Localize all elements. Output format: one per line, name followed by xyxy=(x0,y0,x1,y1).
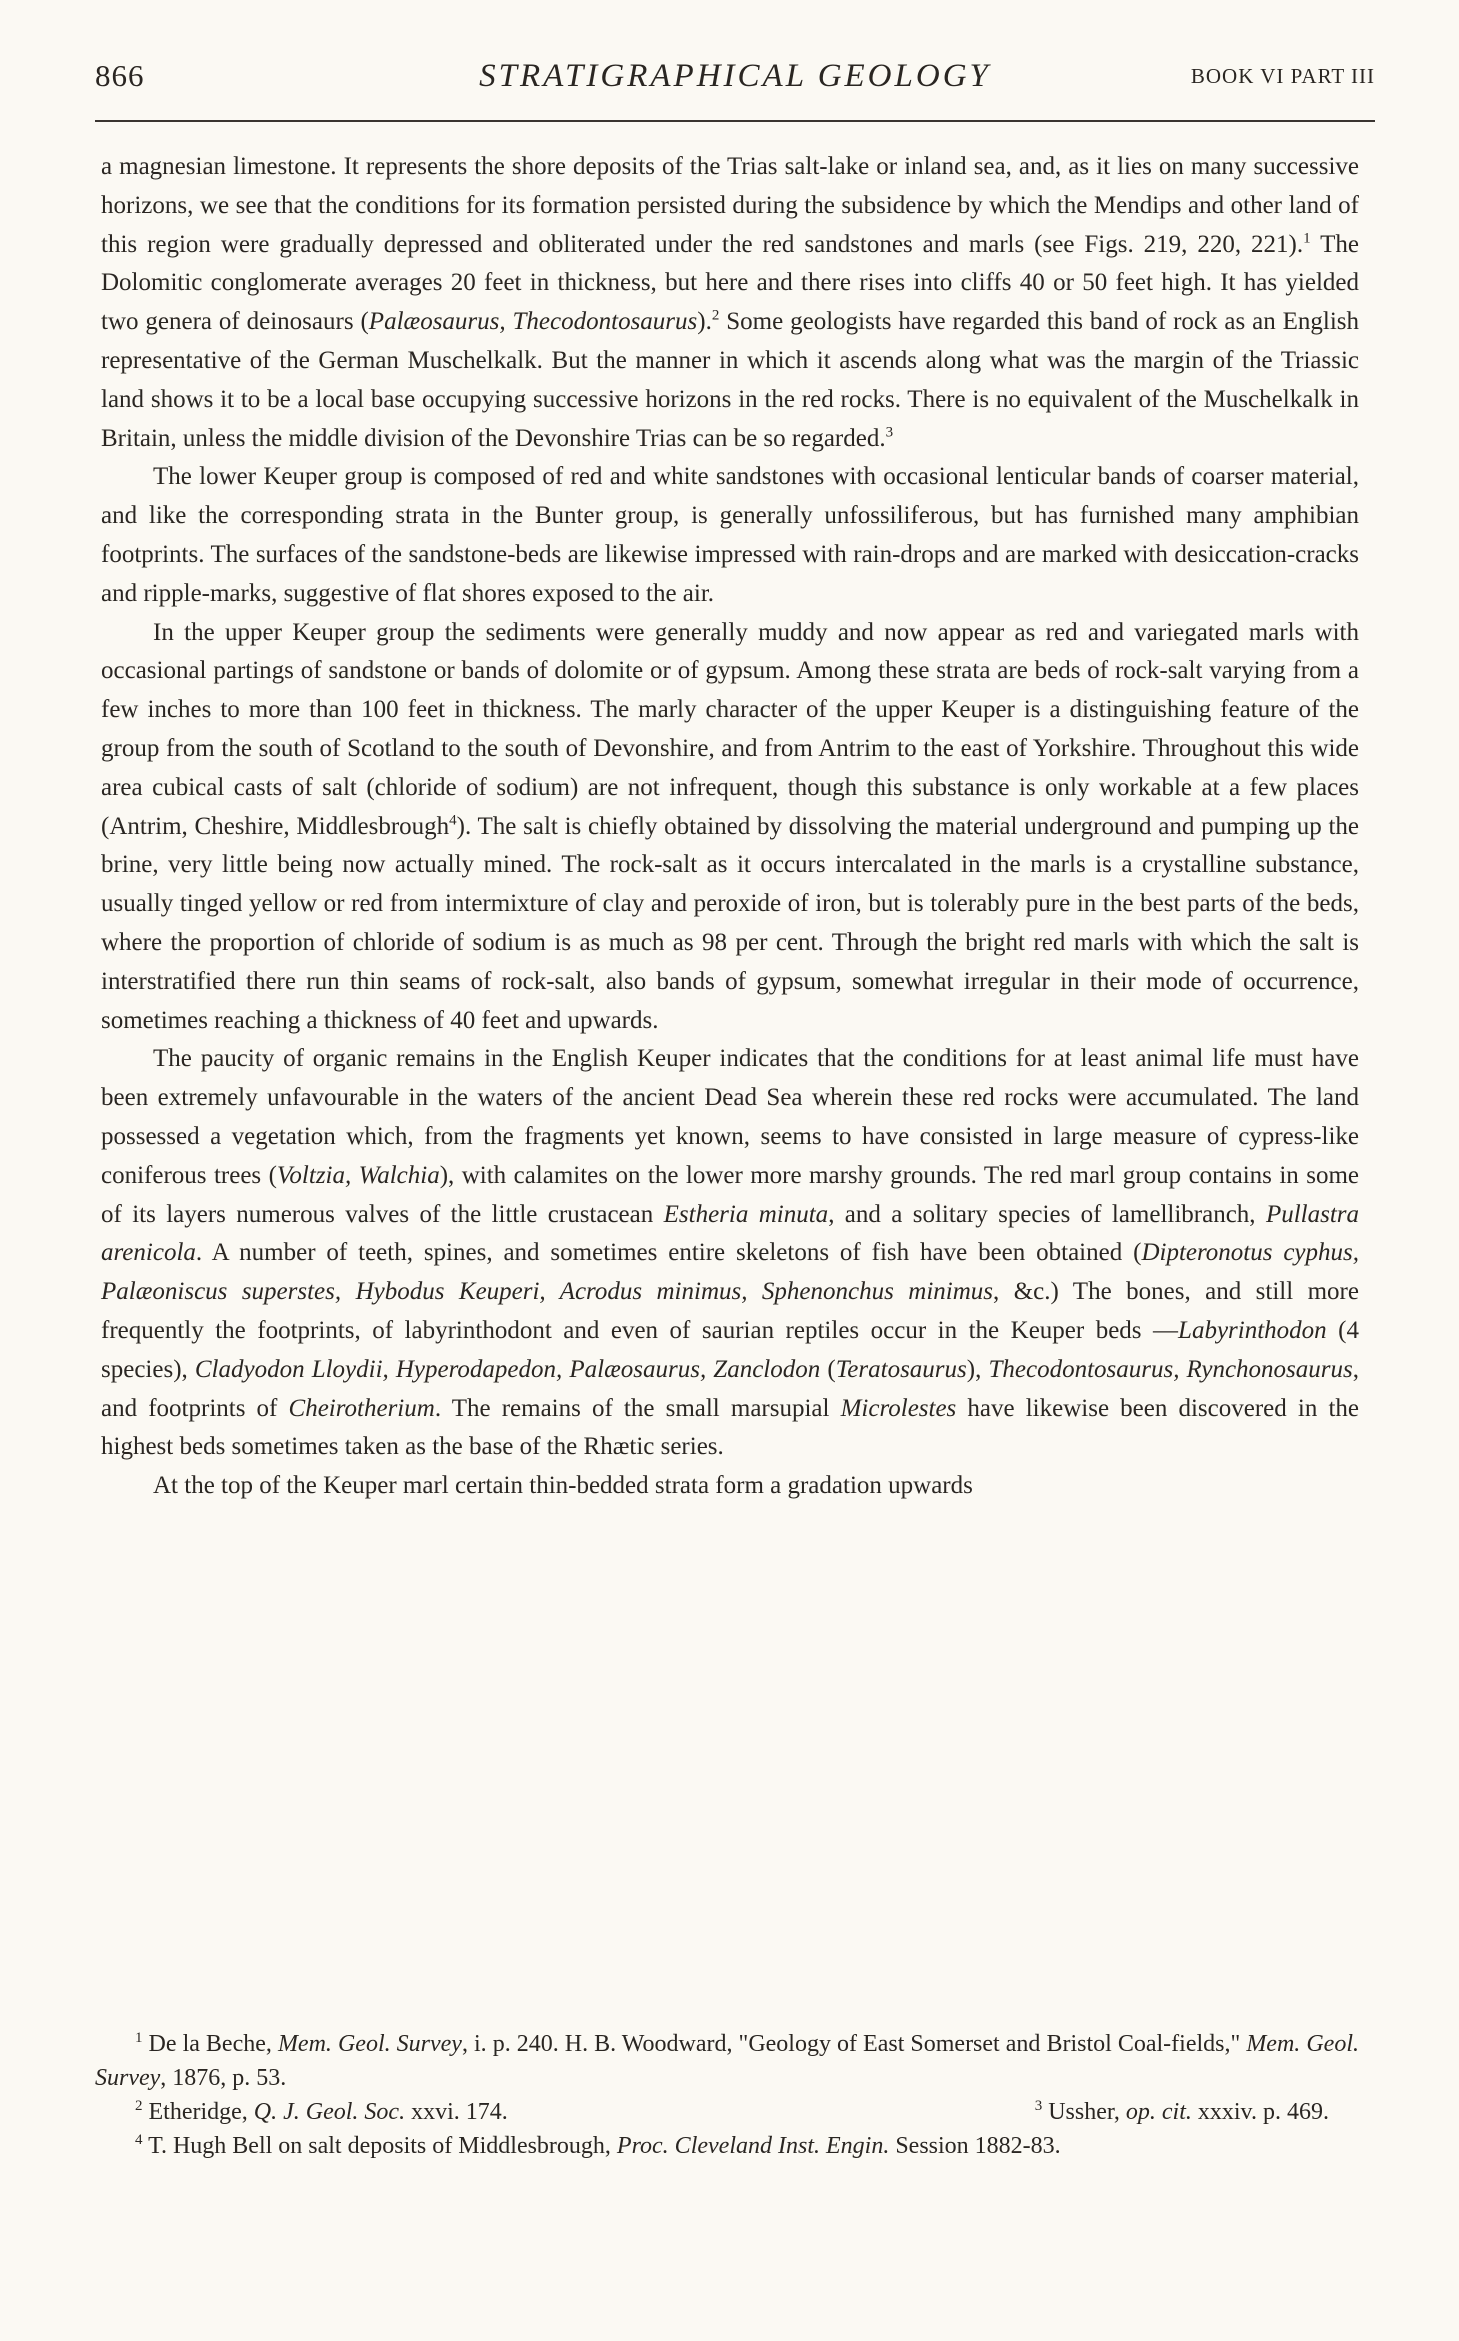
book-part-label: BOOK VI PART III xyxy=(1190,64,1375,88)
paragraph-1: a magnesian limestone. It represents the shore deposits of the Trias salt-lake or inland sea, and, as it lies on many successive horizons, we see that the conditions for its formation persisted during the subsidence by which the Mendips and other land of this region were gradually depressed and obliterated under the red sandstones and marls (see Figs. 219, 220, 221).$^1$ The Dolomitic conglomerate averages 20 feet in thickness, but here and there rises into cliffs 40 or 50 feet high. It has yielded two genera of deinosaurs (Palæosaurus, Thecodontosaurus).$^2$ Some geologists have regarded this band of rock as an English representative of the German Muschelkalk. But the manner in which it ascends along what was the margin of the Triassic land shows it to be a local base occupying successive horizons in the red rocks. There is no equivalent of the Muschelkalk in Britain, unless the middle division of the Devonshire Trias can be so regarded.$^3$ xyxy=(101,153,1360,452)
page-number: 866 xyxy=(95,58,145,93)
paragraph-5: At the top of the Keuper marl certain thin-bedded strata form a gradation upwards xyxy=(153,1472,973,1500)
footnote-1: $^1$ De la Beche, Mem. Geol. Survey, i. p. 240. H. B. Woodward, "Geology of East Somerset and Bristol Coal-fields," Mem. Geol. Survey, 1876, p. 53. xyxy=(95,2030,1359,2091)
footnotes xyxy=(95,2027,1359,2163)
paragraph-3: In the upper Keuper group the sediments were generally muddy and now appear as red and variegated marls with occasional partings of sandstone or bands of dolomite or of gypsum. Among these strata are beds of rock-salt varying from a few inches to more than 100 feet in thickness. The marly character of the upper Keuper is a distinguishing feature of the group from the south of Scotland to the south of Devonshire, and from Antrim to the east of Yorkshire. Throughout this wide area cubical casts of salt (chloride of sodium) are not infrequent, though this substance is only workable at a few places (Antrim, Cheshire, Middlesbrough$^4$). The salt is chiefly obtained by dissolving the material underground and pumping up the brine, very little being now actually mined. The rock-salt as it occurs intercalated in the marls is a crystalline substance, usually tinged yellow or red from intermixture of clay and peroxide of iron, but is tolerably pure in the best parts of the beds, where the proportion of chloride of sodium is as much as 98 per cent. Through the bright red marls with which the salt is interstratified there run thin seams of rock-salt, also bands of gypsum, somewhat irregular in their mode of occurrence, sometimes reaching a thickness of 40 feet and upwards. xyxy=(101,618,1359,1034)
footnote-3: $^3$ Ussher, op. cit. xxxiv. p. 469. xyxy=(1034,2098,1329,2125)
main-text xyxy=(101,148,1359,1506)
paragraph-2: The lower Keuper group is composed of red and white sandstones with occasional lenticular bands of coarser material, and like the corresponding strata in the Bunter group, is generally unfossiliferous, but has furnished many amphibian footprints. The surfaces of the sandstone-beds are likewise impressed with rain-drops and are marked with desiccation-cracks and ripple-marks, suggestive of flat shores exposed to the air. xyxy=(101,463,1359,607)
footnote-ref-3: 3 xyxy=(885,424,894,441)
footnotes-2-3-row xyxy=(95,2095,1359,2129)
running-title: STRATIGRAPHICAL GEOLOGY xyxy=(479,58,991,94)
footnote-ref-1: 1 xyxy=(1303,230,1311,247)
header-rule xyxy=(95,120,1375,122)
footnote-ref-2: 2 xyxy=(711,307,720,324)
footnote-ref-4: 4 xyxy=(449,812,457,829)
running-header xyxy=(95,58,1375,102)
paragraph-4: The paucity of organic remains in the English Keuper indicates that the conditions for at least animal life must have been extremely unfavourable in the waters of the ancient Dead Sea wherein these red rocks were accumulated. The land possessed a vegetation which, from the fragments yet known, seems to have consisted in large measure of cypress-like coniferous trees (Voltzia, Walchia), with calamites on the lower more marshy grounds. The red marl group contains in some of its layers numerous valves of the little crustacean Estheria minuta, and a solitary species of lamellibranch, Pullastra arenicola. A number of teeth, spines, and sometimes entire skeletons of fish have been obtained (Dipteronotus cyphus, Palæoniscus superstes, Hybodus Keuperi, Acrodus minimus, Sphenonchus minimus, &c.) The bones, and still more frequently the footprints, of labyrinthodont and even of saurian reptiles occur in the Keuper beds —Labyrinthodon (4 species), Cladyodon Lloydii, Hyperodapedon, Palæosaurus, Zanclodon (Teratosaurus), Thecodontosaurus, Rynchonosaurus, and footprints of Cheirotherium. The remains of the small marsupial Microlestes have likewise been discovered in the highest beds sometimes taken as the base of the Rhætic series. xyxy=(101,1045,1360,1461)
footnote-4: $^4$ T. Hugh Bell on salt deposits of Middlesbrough, Proc. Cleveland Inst. Engin. Session 1882-83. xyxy=(135,2132,1061,2159)
footnote-2: $^2$ Etheridge, Q. J. Geol. Soc. xxvi. 174. xyxy=(135,2098,508,2125)
